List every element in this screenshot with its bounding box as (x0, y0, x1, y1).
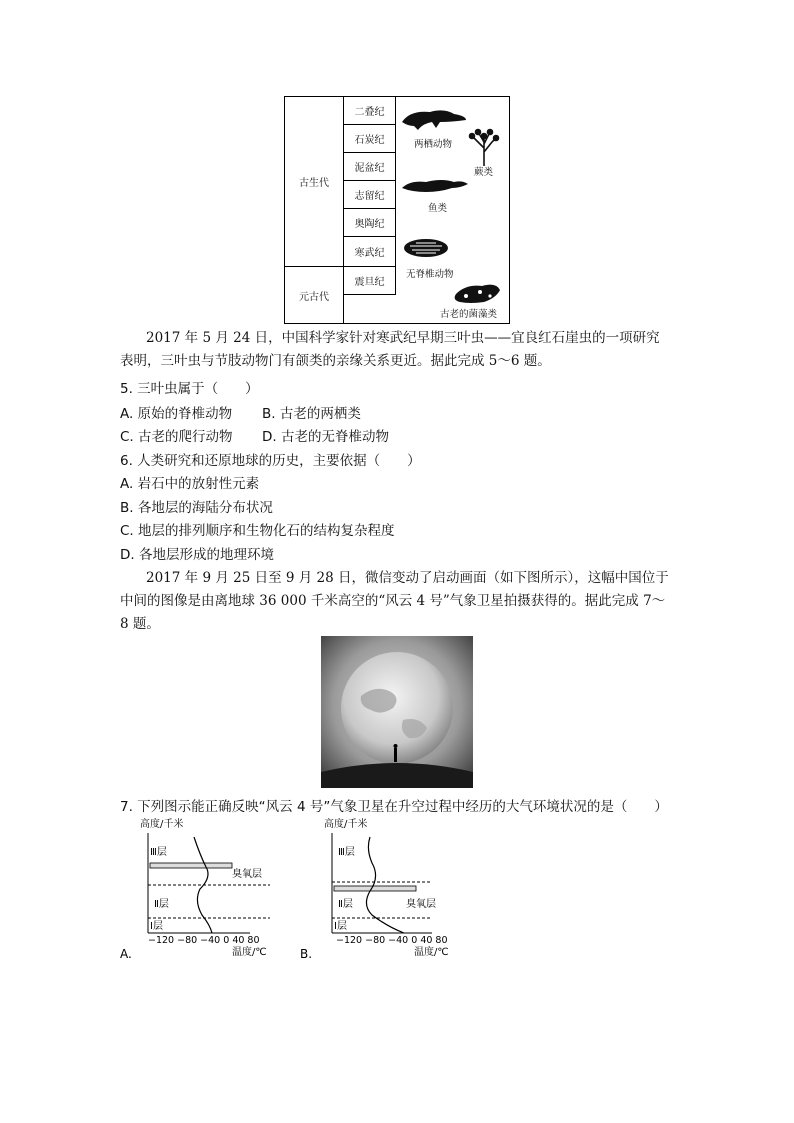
fern-icon (470, 130, 499, 167)
era-paleozoic (284, 96, 344, 267)
layer-3-label: Ⅲ层 (150, 847, 167, 858)
period-label: 石炭纪 (354, 135, 385, 146)
layer-2-label: Ⅱ层 (338, 899, 353, 910)
era-label: 元古代 (299, 291, 329, 303)
q5-option-a[interactable]: A. 原始的脊椎动物 (120, 406, 233, 422)
period-label: 二叠纪 (354, 107, 385, 118)
period-carboniferous (343, 124, 396, 153)
q5-option-d[interactable]: D. 古老的无脊椎动物 (262, 429, 389, 445)
amphibian-label: 两栖动物 (414, 139, 453, 150)
era-label: 古生代 (299, 178, 329, 189)
q6-option-d[interactable]: D. 各地层形成的地理环境 (120, 547, 274, 563)
layer-1-label: Ⅰ层 (150, 921, 163, 932)
option-b-label: B. (300, 947, 313, 960)
period-ordovician (343, 208, 396, 237)
passage-1-line-2: 表明，三叶虫与节肢动物门有颌类的亲缘关系更近。据此完成 5～6 题。 (120, 353, 551, 369)
layer-2-label: Ⅱ层 (154, 899, 169, 910)
period-label: 震旦纪 (354, 277, 385, 288)
passage-1-line-1: 2017 年 5 月 24 日，中国科学家针对寒武纪早期三叶虫——宜良红石崖虫的一项研究 (146, 330, 660, 346)
temperature-curve (366, 837, 404, 933)
q7-stem: 7. 下列图示能正确反映“风云 4 号”气象卫星在升空过程中经历的大气环境状况的是（ ） (120, 799, 668, 815)
q6-stem: 6. 人类研究和还原地球的历史，主要依据（ ） (120, 453, 421, 469)
period-permian (343, 96, 396, 125)
layer-3-label: Ⅲ层 (338, 847, 355, 858)
q5-option-c[interactable]: C. 古老的爬行动物 (120, 429, 233, 445)
x-ticks: −120 −80 −40 0 40 80 (336, 935, 448, 946)
period-cambrian (343, 236, 396, 267)
fern-label: 蕨类 (474, 167, 494, 178)
ozone-band (334, 886, 416, 891)
graph-ylabel: 高度/千米 (140, 819, 184, 830)
passage-2-line-2: 中间的图像是由离地球 36 000 千米高空的“风云 4 号”气象卫星拍摄获得的。据此完成 7～ (120, 593, 666, 609)
x-ticks: −120 −80 −40 0 40 80 (148, 935, 260, 946)
option-a-label: A. (120, 947, 132, 960)
atmosphere-graph-b[interactable] (300, 815, 480, 960)
graph-xlabel: 温度/℃ (232, 947, 267, 958)
q6-option-a[interactable]: A. 岩石中的放射性元素 (120, 476, 260, 492)
ozone-band (150, 863, 232, 868)
era-proterozoic (284, 266, 344, 324)
passage-2-line-3: 8 题。 (120, 616, 160, 632)
ozone-label: 臭氧层 (406, 899, 436, 910)
period-label: 志留纪 (354, 191, 385, 202)
period-label: 奥陶纪 (354, 219, 385, 230)
algae-label: 古老的菌藻类 (440, 309, 498, 320)
fish-icon (402, 180, 468, 192)
amphibian-icon (402, 110, 466, 130)
graph-xlabel: 温度/℃ (414, 947, 449, 958)
geologic-time-table (284, 96, 510, 324)
ozone-label: 臭氧层 (232, 869, 262, 880)
earth-startup-image (321, 636, 473, 788)
period-label: 泥盆纪 (354, 163, 385, 174)
trilobite-icon (404, 239, 448, 257)
period-silurian (343, 180, 396, 209)
layer-1-label: Ⅰ层 (334, 921, 347, 932)
q6-option-c[interactable]: C. 地层的排列顺序和生物化石的结构复杂程度 (120, 523, 395, 539)
person-silhouette (394, 748, 397, 762)
period-sinian (343, 266, 396, 295)
period-label: 寒武纪 (354, 248, 385, 259)
algae-icon (455, 285, 500, 303)
q5-option-b[interactable]: B. 古老的两栖类 (262, 406, 361, 422)
graph-ylabel: 高度/千米 (324, 819, 368, 830)
q5-stem: 5. 三叶虫属于（ ） (120, 381, 259, 397)
period-devonian (343, 152, 396, 181)
organism-illustrations (396, 96, 510, 324)
invertebrate-label: 无脊椎动物 (406, 269, 454, 280)
atmosphere-graph-a[interactable] (120, 815, 300, 960)
passage-2-line-1: 2017 年 9 月 25 日至 9 月 28 日，微信变动了启动画面（如下图所示），这幅中国位于 (146, 570, 669, 586)
fish-label: 鱼类 (428, 203, 448, 214)
q6-option-b[interactable]: B. 各地层的海陆分布状况 (120, 500, 273, 516)
